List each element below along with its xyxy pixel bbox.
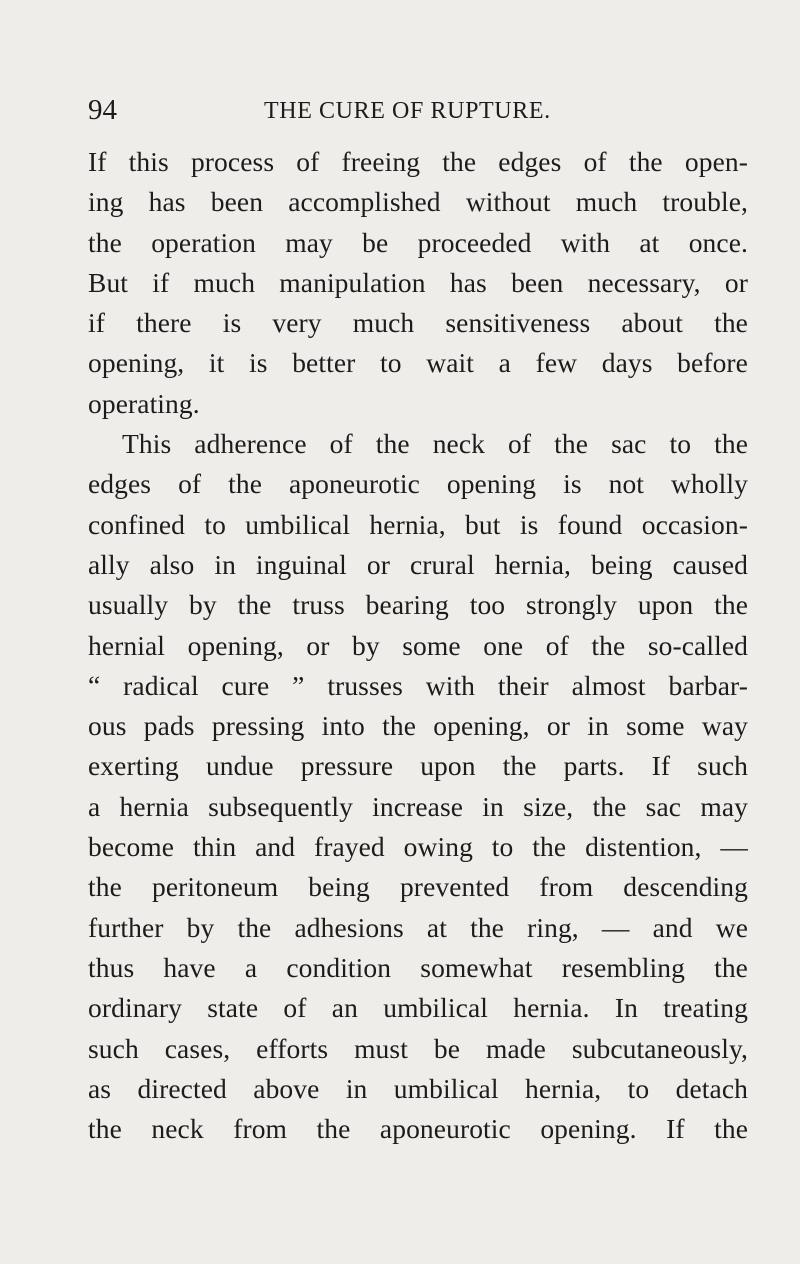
text-line: a hernia subsequently increase in size, the sac may xyxy=(88,790,748,822)
text-line: ordinary state of an umbilical hernia. In treating xyxy=(88,992,748,1024)
text-line: usually by the truss bearing too strongly upon the xyxy=(88,589,748,621)
text-line: “ radical cure ” trusses with their almost barbar- xyxy=(88,669,748,701)
text-line: such cases, efforts must be made subcutaneously, xyxy=(88,1032,748,1064)
body-text xyxy=(88,142,748,1149)
text-line: further by the adhesions at the ring, — and we xyxy=(88,911,748,943)
text-line: as directed above in umbilical hernia, to detach xyxy=(88,1072,748,1104)
text-line: become thin and frayed owing to the distention, — xyxy=(88,831,748,863)
text-line: the neck from the aponeurotic opening. If the xyxy=(88,1113,748,1145)
text-line: operating. xyxy=(88,387,200,419)
page-header xyxy=(88,92,746,132)
text-line: the peritoneum being prevented from descending xyxy=(88,871,748,903)
paragraph-1 xyxy=(88,142,748,424)
text-line: hernial opening, or by some one of the so-called xyxy=(88,629,748,661)
text-line: ally also in inguinal or crural hernia, being caused xyxy=(88,548,748,580)
text-line: But if much manipulation has been necessary, or xyxy=(88,266,748,298)
text-line: confined to umbilical hernia, but is found occasion- xyxy=(88,508,748,540)
text-line: If this process of freeing the edges of the open- xyxy=(88,146,748,177)
page-number: 94 xyxy=(88,94,117,126)
text-line: thus have a condition somewhat resembling the xyxy=(88,951,748,983)
text-line: edges of the aponeurotic opening is not wholly xyxy=(88,468,748,500)
text-line: ous pads pressing into the opening, or in some way xyxy=(88,710,748,742)
text-line: This adherence of the neck of the sac to the xyxy=(122,428,748,460)
text-line: the operation may be proceeded with at once. xyxy=(88,226,748,258)
text-line: exerting undue pressure upon the parts. If such xyxy=(88,750,748,782)
text-line: ing has been accomplished without much trouble, xyxy=(88,186,748,218)
text-line: opening, it is better to wait a few days before xyxy=(88,347,748,379)
paragraph-2 xyxy=(88,424,748,1149)
running-title: THE CURE OF RUPTURE. xyxy=(264,98,551,124)
text-line: if there is very much sensitiveness about the xyxy=(88,307,748,339)
